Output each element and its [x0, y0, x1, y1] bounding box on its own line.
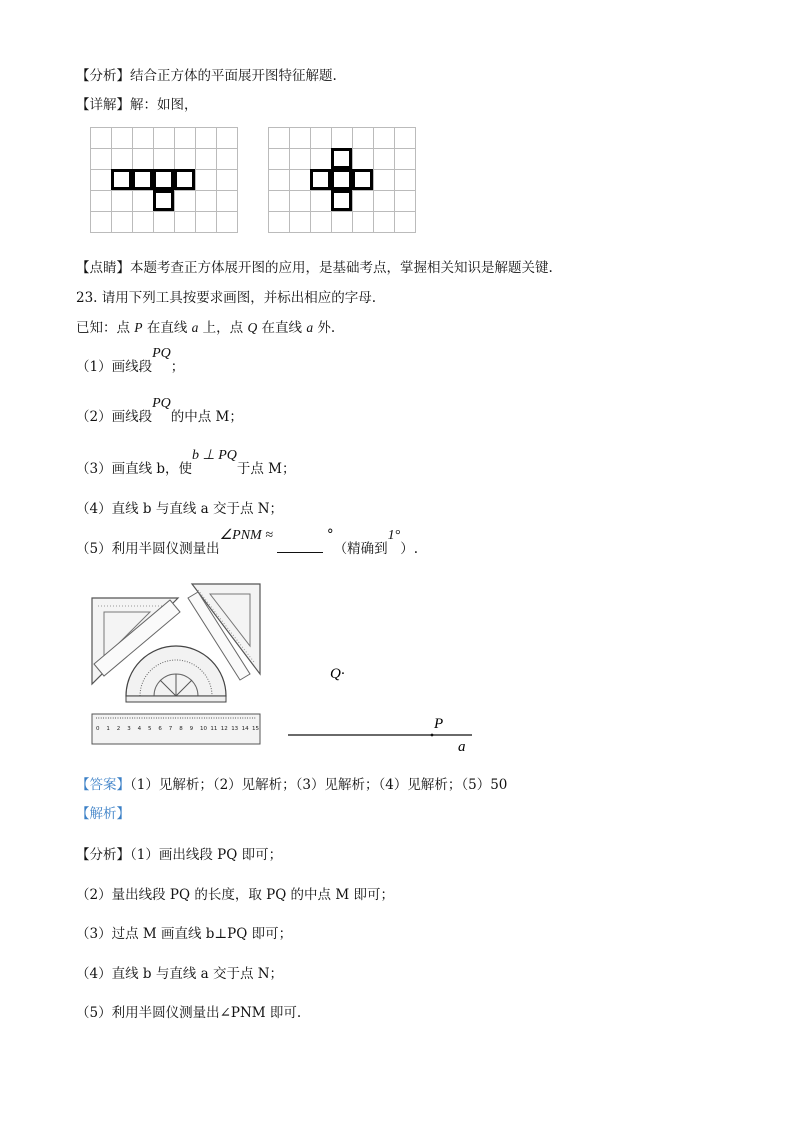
ruler-number: 3 — [127, 726, 131, 732]
drawing-tools-image — [88, 578, 264, 748]
label-p: P — [434, 716, 444, 732]
net-cell — [331, 169, 352, 190]
step-text: （精确到 — [333, 541, 388, 557]
step-text: ； — [170, 359, 185, 375]
math-pq: PQ — [152, 396, 171, 411]
comment-line: 【点睛】本题考查正方体展开图的应用，是基础考点，掌握相关知识是解题关键. — [76, 260, 553, 276]
known-text: 外. — [313, 320, 336, 336]
ruler-number: 14 — [241, 726, 249, 732]
net-cell — [174, 169, 195, 190]
step-text: ）. — [400, 541, 419, 557]
ruler-number: 11 — [210, 726, 218, 732]
step-1 — [76, 346, 185, 376]
solution-step-3: （3）过点 M 画直线 b⊥PQ 即可； — [76, 926, 293, 942]
ruler-number: 8 — [179, 726, 183, 732]
point-q: Q — [247, 320, 258, 335]
jiexi-tag: 【解析】 — [76, 806, 130, 822]
known-text: 在直线 — [257, 320, 307, 336]
math-perp: b ⊥ PQ — [192, 448, 237, 463]
step-text: （5）利用半圆仪测量出 — [76, 541, 220, 557]
net-cell — [310, 169, 331, 190]
step-text: （2）画线段 — [76, 409, 153, 425]
ruler-number: 1 — [106, 726, 110, 732]
ruler-number: 10 — [200, 726, 207, 732]
solution-step-5: （5）利用半圆仪测量出∠PNM 即可. — [76, 1005, 302, 1021]
geometry-figure — [280, 660, 480, 755]
ruler-number: 12 — [220, 726, 228, 732]
solution-step-1: 【分析】（1）画出线段 PQ 即可； — [76, 847, 283, 863]
net-cell — [153, 169, 174, 190]
grid-figure-left — [90, 127, 238, 233]
step-2 — [76, 396, 243, 426]
known-line — [76, 316, 335, 336]
ruler-number: 0 — [96, 726, 100, 732]
line-a: a — [191, 320, 199, 335]
solution-step-2: （2）量出线段 PQ 的长度，取 PQ 的中点 M 即可； — [76, 887, 394, 903]
ruler-number: 2 — [116, 726, 121, 732]
solution-step-4: （4）直线 b 与直线 a 交于点 N； — [76, 966, 284, 982]
label-q: Q· — [330, 666, 345, 682]
label-a: a — [458, 739, 466, 755]
net-cell — [132, 169, 153, 190]
math-angle: ∠PNM ≈ — [219, 528, 273, 543]
question-title: 23. 请用下列工具按要求画图，并标出相应的字母. — [76, 290, 377, 306]
ruler-number: 7 — [168, 726, 173, 732]
step-3 — [76, 448, 296, 478]
known-text: 在直线 — [142, 320, 192, 336]
ruler-number: 9 — [189, 726, 194, 732]
answer-line — [76, 773, 507, 793]
step-text: （3）画直线 b，使 — [76, 461, 193, 477]
ruler-number: 6 — [158, 726, 162, 732]
ruler-number: 5 — [148, 726, 152, 732]
ruler-number: 15 — [252, 726, 259, 732]
ruler-number: 13 — [231, 726, 239, 732]
detail-line: 【详解】解：如图， — [76, 97, 198, 113]
step-text: 的中点 M； — [170, 409, 243, 425]
net-cell — [331, 148, 352, 169]
step-4: （4）直线 b 与直线 a 交于点 N； — [76, 501, 284, 517]
answer-blank[interactable] — [277, 540, 323, 553]
analysis-line: 【分析】结合正方体的平面展开图特征解题. — [76, 68, 337, 84]
known-text: 已知：点 — [76, 320, 135, 336]
ruler-number: 4 — [137, 726, 142, 732]
net-cell — [111, 169, 132, 190]
point-p: P — [134, 320, 143, 335]
line-a: a — [306, 320, 314, 335]
net-cell — [331, 190, 352, 211]
known-text: 上，点 — [198, 320, 248, 336]
degree-sign: ° — [326, 527, 334, 543]
net-cell — [352, 169, 373, 190]
step-5 — [76, 527, 419, 558]
math-one-degree: 1° — [387, 528, 401, 543]
math-pq: PQ — [152, 346, 171, 361]
net-cell — [153, 190, 174, 211]
step-text: 于点 M； — [236, 461, 296, 477]
point-p-dot — [431, 734, 434, 737]
step-text: （1）画线段 — [76, 359, 153, 375]
grid-figure-right — [268, 127, 416, 233]
answer-text: （1）见解析；（2）见解析；（3）见解析；（4）见解析；（5）50 — [130, 777, 508, 793]
answer-tag: 【答案】 — [76, 777, 130, 793]
